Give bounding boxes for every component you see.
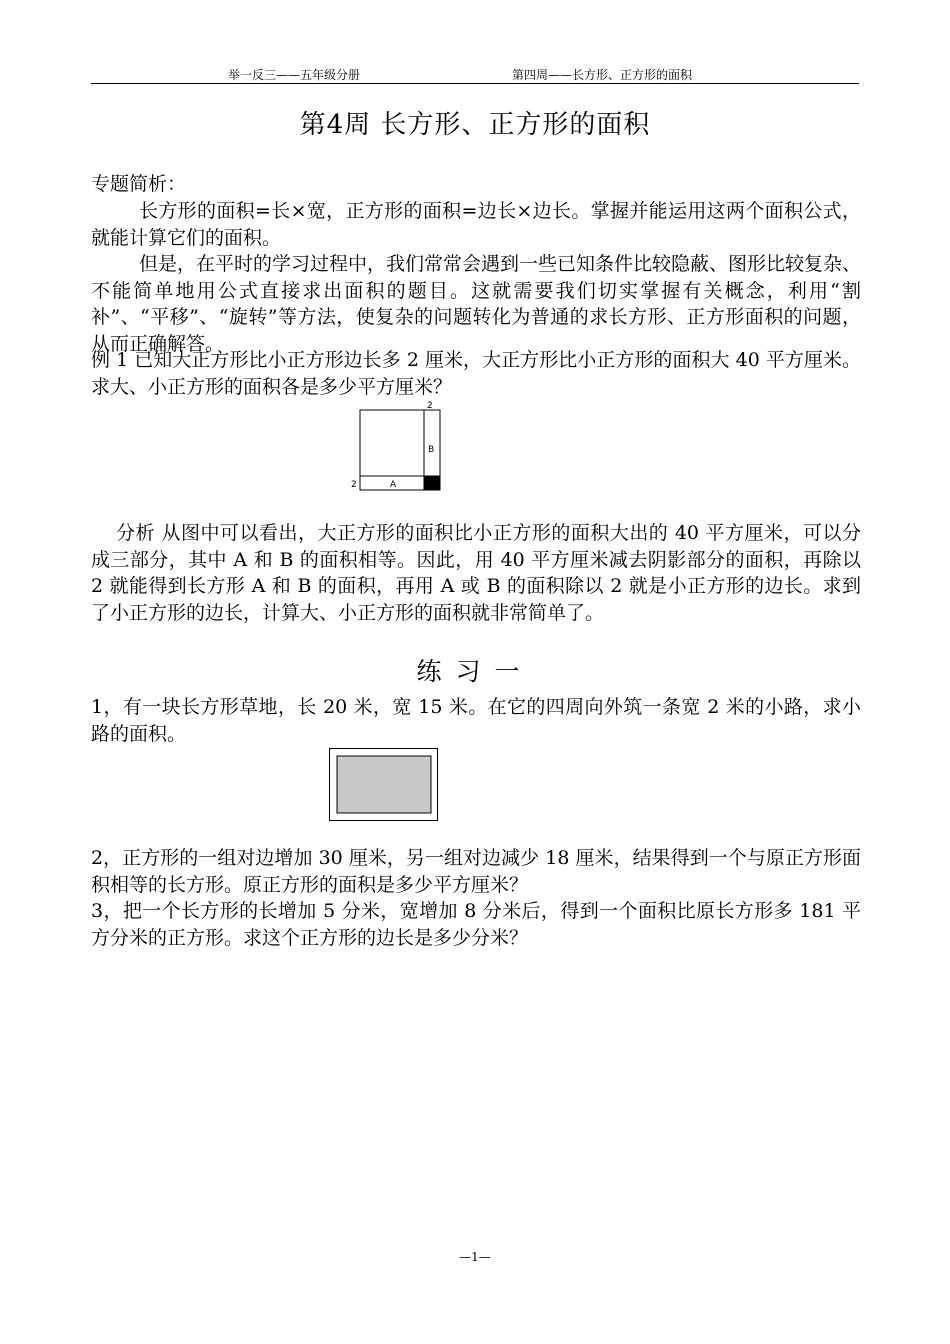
page-number: —1— [459, 1250, 491, 1264]
header-book-title: 举一反三——五年级分册 [228, 68, 361, 82]
label-b: B [428, 445, 435, 455]
lawn-rectangle [337, 756, 431, 813]
label-left-2: 2 [351, 480, 357, 490]
exercise-question-2: 2，正方形的一组对边增加 30 厘米，另一组对边减少 18 厘米，结果得到一个与原正方形面积相等的长方形。原正方形的面积是多少平方厘米？ [91, 847, 861, 896]
exercise-question-1: 1，有一块长方形草地，长 20 米，宽 15 米。在它的四周向外筑一条宽 2 米的小路，求小路的面积。 [91, 696, 861, 745]
page-title: 第4周 长方形、正方形的面积 [299, 110, 651, 140]
label-top-2: 2 [427, 401, 433, 411]
lawn-path-figure [329, 748, 439, 822]
example-1-figure [345, 398, 445, 494]
example-1-analysis: 分析 从图中可以看出，大正方形的面积比小正方形的面积大出的 40 平方厘米，可以分成三部分，其中 A 和 B 的面积相等。因此，用 40 平方厘米减去阴影部分的面积，再除以 2 就能得到长方形 A 和 B 的面积，再用 A 或 B 的面积除以 2 就是小正方形的边长。求到了小正方形的边长，计算大、小正方形的面积就非常简单了。 [91, 522, 861, 624]
intro-paragraph-2: 但是，在平时的学习过程中，我们常常会遇到一些已知条件比较隐蔽、图形比较复杂、不能简单地用公式直接求出面积的题目。这就需要我们切实掌握有关概念，利用“割补”、“平移”、“旋转”等方法，使复杂的问题转化为普通的求长方形、正方形面积的问题，从而正确解答。 [91, 253, 862, 355]
intro-paragraph-1: 长方形的面积=长×宽，正方形的面积=边长×边长。掌握并能运用这两个面积公式，就能计算它们的面积。 [91, 200, 861, 249]
label-a: A [390, 480, 397, 490]
exercise-title: 练习一 [416, 657, 534, 686]
example-1-question: 例 1 已知大正方形比小正方形边长多 2 厘米，大正方形比小正方形的面积大 40 平方厘米。求大、小正方形的面积各是多少平方厘米？ [91, 349, 861, 398]
header-chapter-title: 第四周——长方形、正方形的面积 [512, 68, 693, 82]
exercise-question-3: 3，把一个长方形的长增加 5 分米，宽增加 8 分米后，得到一个面积比原长方形多 181 平方分米的正方形。求这个正方形的边长是多少分米？ [91, 900, 861, 949]
intro-label: 专题简析： [91, 173, 187, 195]
shaded-corner-square [424, 476, 440, 490]
page-header [91, 66, 859, 84]
